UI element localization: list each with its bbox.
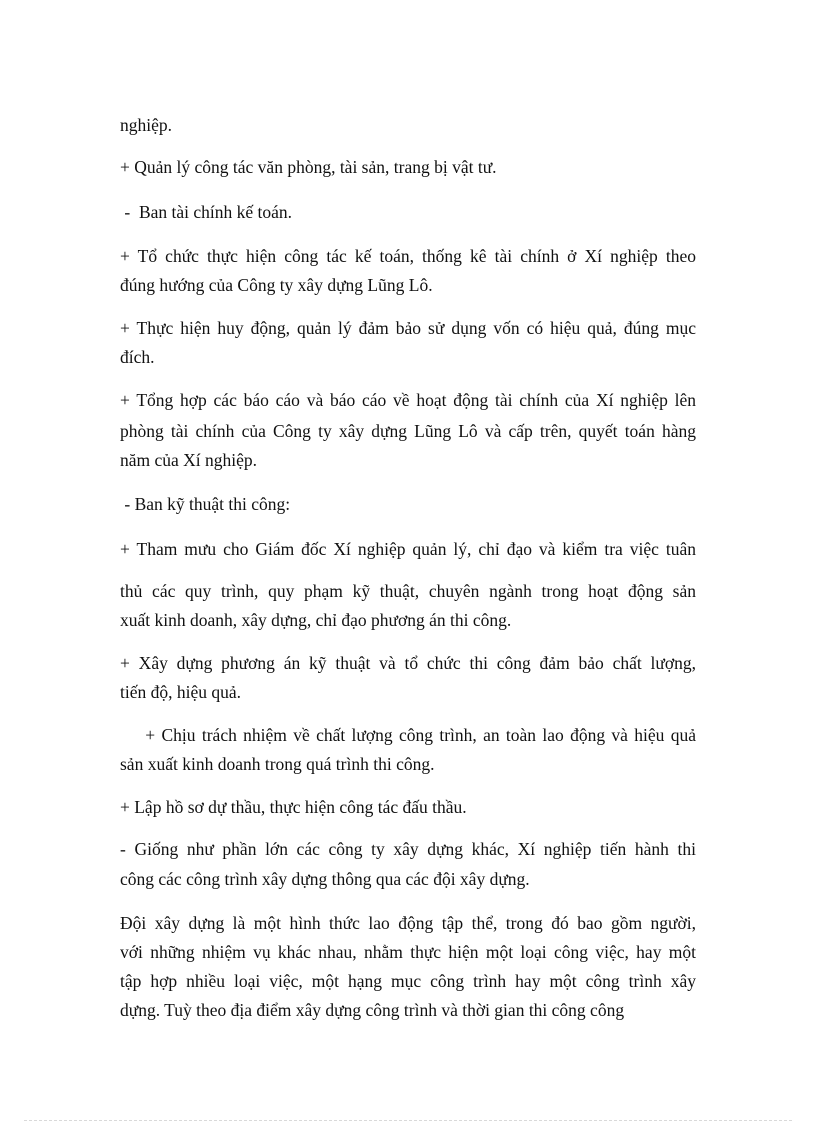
- text-line: + Tổng hợp các báo cáo và báo cáo về hoạt động tài chính của Xí nghiệp lên: [120, 390, 696, 410]
- text-line: tiến độ, hiệu quả.: [120, 682, 242, 702]
- text-line: phòng tài chính của Công ty xây dựng Lũng Lô và cấp trên, quyết toán hàng: [120, 421, 696, 441]
- text-line: + Tham mưu cho Giám đốc Xí nghiệp quản lý, chỉ đạo và kiểm tra việc tuân: [120, 539, 696, 559]
- text-line: thủ các quy trình, quy phạm kỹ thuật, chuyên ngành trong hoạt động sản: [120, 581, 696, 601]
- text-line: + Lập hồ sơ dự thầu, thực hiện công tác đấu thầu.: [120, 797, 467, 817]
- page-bottom-divider: [24, 1120, 792, 1121]
- text-line: với những nhiệm vụ khác nhau, nhằm thực hiện một loại công việc, hay một: [120, 942, 696, 962]
- text-line: nghiệp.: [120, 115, 173, 135]
- text-line: đích.: [120, 347, 155, 367]
- text-line: + Chịu trách nhiệm về chất lượng công trình, an toàn lao động và hiệu quả: [120, 725, 696, 745]
- section-heading: - Ban tài chính kế toán.: [120, 202, 293, 222]
- text-line: + Thực hiện huy động, quản lý đảm bảo sử dụng vốn có hiệu quả, đúng mục: [120, 318, 696, 338]
- text-line: xuất kinh doanh, xây dựng, chỉ đạo phương án thi công.: [120, 610, 512, 630]
- text-line: - Giống như phần lớn các công ty xây dựng khác, Xí nghiệp tiến hành thi: [120, 839, 696, 859]
- text-line: + Xây dựng phương án kỹ thuật và tổ chức thi công đảm bảo chất lượng,: [120, 653, 696, 673]
- text-line: + Tổ chức thực hiện công tác kế toán, thống kê tài chính ở Xí nghiệp theo: [120, 246, 696, 266]
- text-line: đúng hướng của Công ty xây dựng Lũng Lô.: [120, 275, 433, 295]
- text-line: + Quản lý công tác văn phòng, tài sản, trang bị vật tư.: [120, 157, 497, 177]
- text-line: tập hợp nhiều loại việc, một hạng mục công trình hay một công trình xây: [120, 971, 696, 991]
- text-line: công các công trình xây dựng thông qua các đội xây dựng.: [120, 869, 530, 889]
- section-heading: - Ban kỹ thuật thi công:: [120, 494, 291, 514]
- text-line: năm của Xí nghiệp.: [120, 450, 258, 470]
- text-line: dựng. Tuỳ theo địa điểm xây dựng công trình và thời gian thi công công: [120, 1000, 625, 1020]
- text-line: Đội xây dựng là một hình thức lao động tập thể, trong đó bao gồm người,: [120, 913, 696, 933]
- text-line: sản xuất kinh doanh trong quá trình thi công.: [120, 754, 435, 774]
